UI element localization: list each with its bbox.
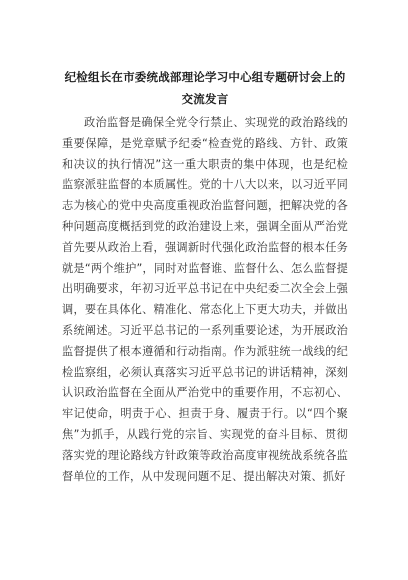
document-title: 纪检组长在市委统战部理论学习中心组专题研讨会上的交流发言 (64, 70, 346, 106)
document-paragraph: 政治监督是确保全党令行禁止、实现党的政治路线的重要保障，是党章赋予纪委“检查党的路线、方针、政策和决议的执行情况”这一重大职责的集中体现，也是纪检监察派驻监督的本质属性。党的十八大以来，以习近平同志为核心的党中央高度重视政治监督问题，把解决党的各种问题高度概括到党的政治建设上来，强调全面从严治党首先要从政治上看，强调新时代强化政治监督的根本任务就是“两个维护”，同时对监督谁、监督什么、怎么监督提出明确要求，年初习近平总书记在中央纪委二次全会上强调，要在具体化、精准化、常态化上下更大功夫，并做出系统阐述。习近平总书记的一系列重要论述，为开展政治监督提供了根本遵循和行动指南。作为派驻统一战线的纪检监察组，必须认真落实习近平总书记的讲话精神，深刻认识政治监督在全面从严治党中的重要作用，不忘初心、牢记使命，明责于心、担责于身、履责于行。以“四个聚焦”为抓手，从践行党的宗旨、实现党的奋斗目标、贯彻落实党的理论路线方针政策等政治高度审视统战系统各监督单位的工作，从中发现问题不足、提出解决对策、抓好 (62, 116, 348, 483)
